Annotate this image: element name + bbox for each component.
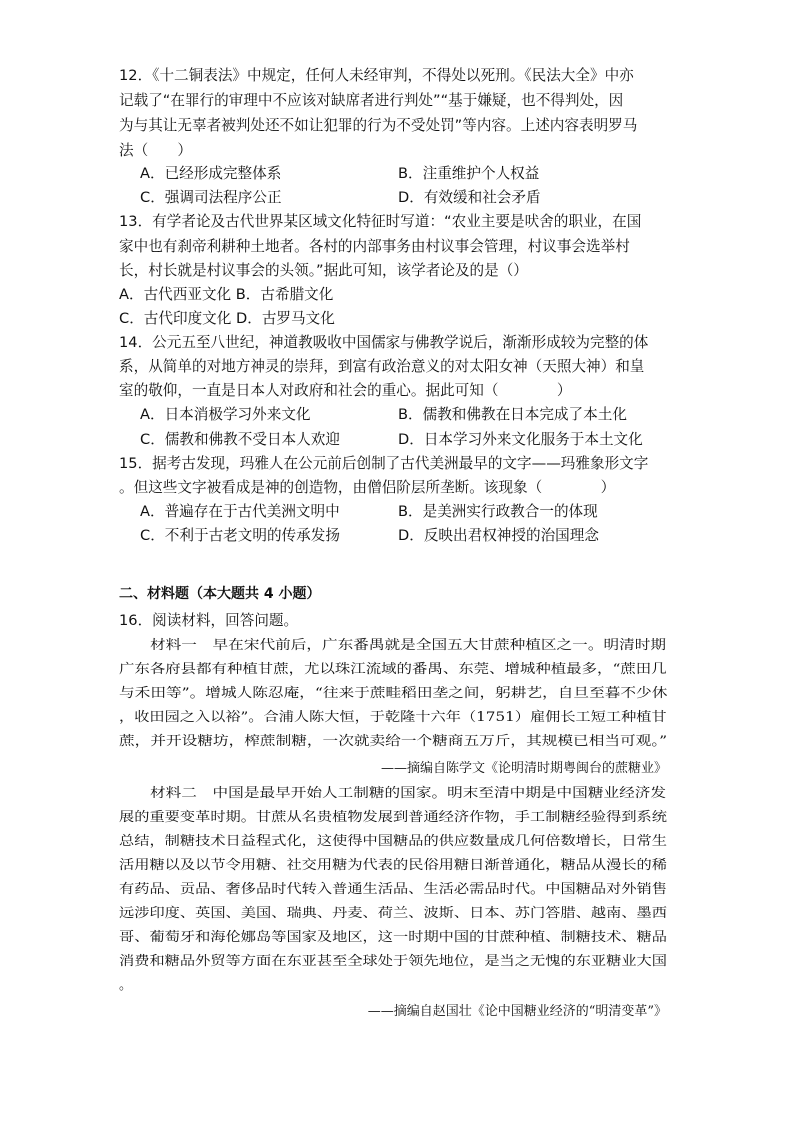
q16-intro: 16．阅读材料，回答问题。 [119, 612, 299, 629]
material-2-line-7: 哥、葡萄牙和海伦娜岛等国家及地区，这一时期中国的甘蔗种植、制糖技术、糖品 [119, 930, 668, 945]
material-2-line-9: 。 [119, 978, 133, 993]
q15-option-a: A．普遍存在于古代美洲文明中 [140, 503, 340, 520]
q15-option-c: C．不利于古老文明的传承发扬 [140, 527, 340, 544]
q14-line-1: 14．公元五至八世纪，神道教吸收中国儒家与佛教学说后，渐渐形成较为完整的体 [119, 334, 649, 351]
q15-option-b: B．是美洲实行政教合一的体现 [398, 503, 598, 520]
q12-line-2: 记载了“在罪行的审理中不应该对缺席者进行判处”“基于嫌疑，也不得判处，因 [119, 92, 624, 109]
q12-line-3: 为与其让无辜者被判处还不如让犯罪的行为不受处罚”等内容。上述内容表明罗马 [119, 117, 638, 134]
q14-line-3: 室的敬仰，一直是日本人对政府和社会的重心。据此可知（ ） [119, 382, 572, 399]
q12-option-d: D．有效缓和社会矛盾 [398, 189, 541, 206]
q15-line-2: 。但这些文字被看成是神的创造物，由僧侣阶层所垄断。该现象（ ） [119, 479, 616, 496]
q14-option-b: B．儒教和佛教在日本完成了本土化 [398, 406, 627, 423]
material-2-line-8: 消费和糖品外贸等方面在东亚甚至全球处于领先地位，是当之无愧的东亚糖业大国 [119, 954, 668, 969]
material-2-line-2: 展的重要变革时期。甘蔗从名贵植物发展到普通经济作物，手工制糖经验得到系统 [119, 810, 668, 825]
q12-option-c: C．强调司法程序公正 [140, 189, 282, 206]
material-2-line-6: 远涉印度、英国、美国、瑞典、丹麦、荷兰、波斯、日本、苏门答腊、越南、墨西 [119, 906, 668, 921]
material-2-line-3: 总结，制糖技术日益程式化，这使得中国糖品的供应数量成几何倍数增长，日常生 [119, 834, 668, 849]
q12-option-a: A．已经形成完整体系 [140, 165, 282, 182]
q15-option-d: D．反映出君权神授的治国理念 [398, 527, 599, 544]
q13-options-cd: C．古代印度文化 D．古罗马文化 [119, 310, 335, 327]
q14-option-c: C．儒教和佛教不受日本人欢迎 [140, 431, 340, 448]
q14-line-2: 系，从简单的对地方神灵的崇拜，到富有政治意义的对太阳女神（天照大神）和皇 [119, 358, 645, 375]
section-2-title: 二、材料题（本大题共 4 小题） [119, 586, 321, 602]
material-1-line-3: 与禾田等”。增城人陈忍庵，“往来于蔗畦稻田垄之间，躬耕艺，自旦至暮不少休 [119, 686, 668, 701]
material-1-line-1: 材料一 早在宋代前后，广东番禺就是全国五大甘蔗种植区之一。明清时期 [150, 638, 667, 653]
material-1-line-4: ，收田园之入以裕”。合浦人陈大恒，于乾隆十六年（1751）雇佣长工短工种植甘 [119, 710, 667, 725]
material-1-line-5: 蔗，并开设糖坊，榨蔗制糖，一次就卖给一个糖商五万斤，其规模已相当可观。” [119, 734, 668, 749]
material-2-line-1: 材料二 中国是最早开始人工制糖的国家。明末至清中期是中国糖业经济发 [150, 786, 667, 801]
q14-option-d: D．日本学习外来文化服务于本土文化 [398, 431, 643, 448]
material-1-source: ——摘编自陈学文《论明清时期粤闽台的蔗糖业》 [380, 761, 667, 776]
material-1-line-2: 广东各府县都有种植甘蔗，尤以珠江流域的番禺、东莞、增城种植最多，“蔗田几 [119, 662, 667, 677]
material-2-source: ——摘编自赵国壮《论中国糖业经济的“明清变革”》 [367, 1004, 667, 1019]
material-2-line-5: 有药品、贡品、奢侈品时代转入普通生活品、生活必需品时代。中国糖品对外销售 [119, 882, 668, 897]
q13-line-2: 家中也有刹帝利耕种土地者。各村的内部事务由村议事会管理，村议事会选举村 [119, 238, 630, 255]
q15-line-1: 15．据考古发现，玛雅人在公元前后创制了古代美洲最早的文字——玛雅象形文字 [119, 455, 649, 472]
q12-line-4: 法（ ） [119, 142, 192, 159]
q13-line-1: 13．有学者论及古代世界某区域文化特征时写道：“农业主要是吠舍的职业，在国 [119, 213, 642, 230]
q12-option-b: B．注重维护个人权益 [398, 165, 540, 182]
material-2-line-4: 活用糖以及以节令用糖、社交用糖为代表的民俗用糖日渐普通化，糖品从漫长的稀 [119, 858, 668, 873]
q12-line-1: 12．《十二铜表法》中规定，任何人未经审判，不得处以死刑。《民法大全》中亦 [119, 67, 634, 84]
q14-option-a: A．日本消极学习外来文化 [140, 406, 311, 423]
q13-line-3: 长，村长就是村议事会的头领。”据此可知，该学者论及的是（） [119, 262, 528, 279]
q13-options-ab: A．古代西亚文化 B．古希腊文化 [119, 286, 334, 303]
